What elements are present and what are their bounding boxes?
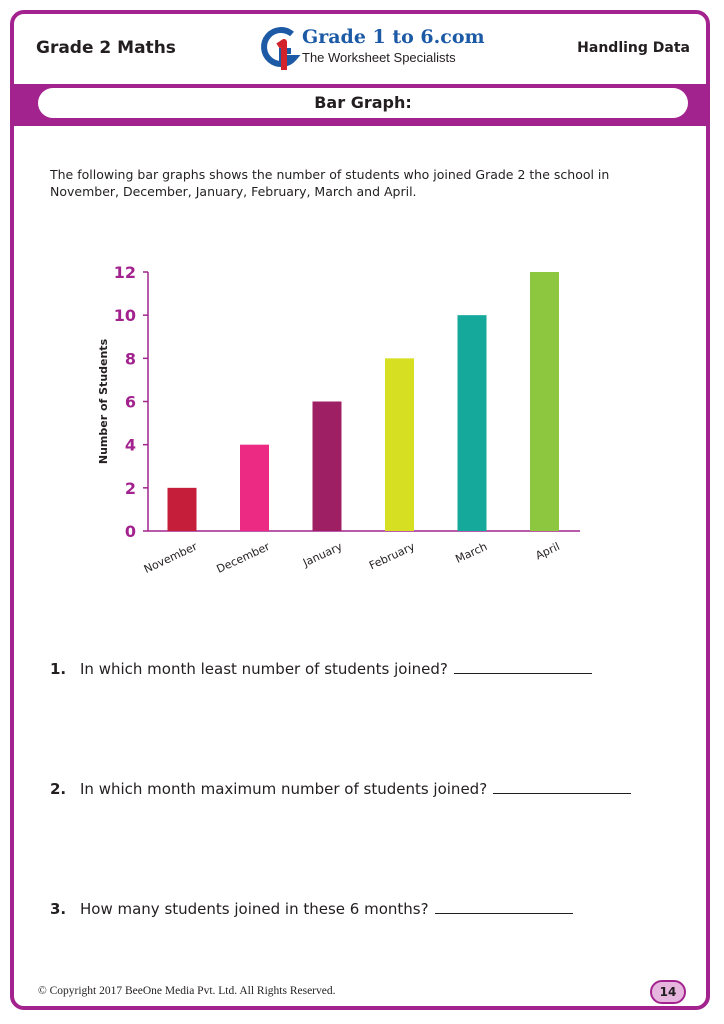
site-logo (258, 24, 485, 76)
logo-name: Grade 1 to 6.com (302, 26, 485, 48)
bar-december (240, 445, 269, 531)
question-text: In which month maximum number of students joined? (80, 780, 488, 798)
y-tick-label: 2 (124, 478, 136, 498)
bar-february (385, 358, 414, 531)
answer-blank-2[interactable] (493, 792, 631, 794)
bar-march (458, 315, 487, 531)
logo-mark-icon (258, 24, 302, 76)
subject-title: Grade 2 Maths (36, 38, 176, 58)
page-number-badge: 14 (650, 980, 686, 1004)
bar-april (530, 272, 559, 531)
intro-text: The following bar graphs shows the number of students who joined Grade 2 the school in November, December, January, February, March and April. (50, 167, 610, 199)
x-tick-label: January (300, 539, 345, 570)
answer-blank-1[interactable] (454, 672, 592, 674)
question-number: 2. (50, 780, 67, 798)
x-tick-label: December (214, 539, 272, 576)
bar-november (168, 488, 197, 531)
copyright-text: © Copyright 2017 BeeOne Media Pvt. Ltd. All Rights Reserved. (38, 985, 336, 997)
question-text: How many students joined in these 6 months? (80, 900, 429, 918)
y-tick-label: 6 (124, 392, 136, 412)
x-tick-label: February (367, 539, 417, 573)
question-number: 3. (50, 900, 67, 918)
y-tick-label: 10 (113, 306, 136, 326)
question-1 (50, 660, 592, 678)
bar-january (313, 402, 342, 532)
x-tick-label: March (453, 539, 490, 566)
section-title: Bar Graph: (38, 88, 688, 118)
question-2 (50, 780, 631, 798)
bar-chart (90, 255, 600, 585)
y-tick-label: 8 (124, 349, 136, 369)
topic-title: Handling Data (577, 40, 690, 56)
x-tick-label: April (533, 539, 562, 563)
question-3 (50, 900, 573, 918)
y-tick-label: 0 (124, 522, 136, 541)
section-banner (14, 84, 706, 126)
x-tick-label: November (141, 539, 200, 576)
y-axis-title: Number of Students (97, 338, 110, 465)
question-number: 1. (50, 660, 67, 678)
logo-tagline: The Worksheet Specialists (302, 50, 456, 65)
y-tick-label: 4 (124, 435, 136, 455)
question-text: In which month least number of students joined? (80, 660, 448, 678)
answer-blank-3[interactable] (435, 912, 573, 914)
y-tick-label: 12 (113, 263, 136, 282)
